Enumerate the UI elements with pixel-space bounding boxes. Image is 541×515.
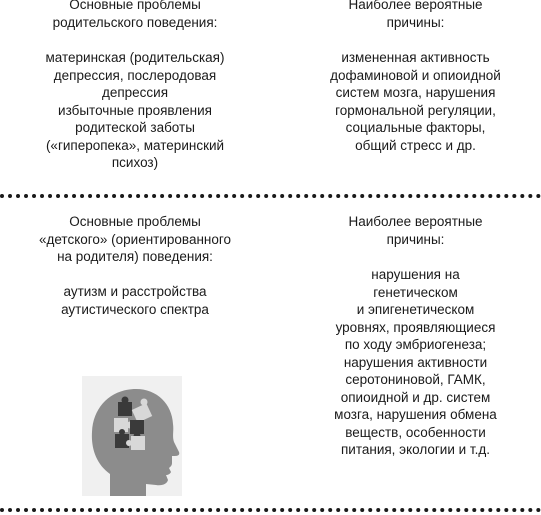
- parent-behavior-problems-heading: Основные проблемы родительского поведения:: [52, 0, 218, 30]
- parent-causes-list: измененная активность дофаминовой и опиоидной систем мозга, нарушения гормональной регуляции, социальные факторы, общий стресс и др.: [330, 50, 501, 153]
- child-causes-heading: Наиболее вероятные причины:: [348, 214, 483, 247]
- child-causes-list: нарушения на генетическом и эпигенетическом уровнях, проявляющиеся по ходу эмбриогенеза; нарушения активности серотониновой, ГАМК, опиоидной и др. систем мозга, нарушения обмена веществ, особенности питания, экологии и т.д.: [334, 267, 497, 457]
- child-behavior-problems-heading: Основные проблемы «детского» (ориентированного на родителя) поведения:: [38, 214, 232, 264]
- parent-behavior-problems-list: материнская (родительская) депрессия, послеродовая депрессия избыточные проявления родитеской заботы («гиперопека», материнский психоз): [45, 50, 225, 170]
- head-puzzle-icon: [82, 376, 182, 496]
- head-puzzle-illustration: [82, 376, 182, 496]
- section-divider-top: [0, 194, 541, 198]
- parent-causes-heading: Наиболее вероятные причины:: [348, 0, 483, 30]
- section-divider-bottom: [0, 508, 541, 512]
- child-behavior-problems-list: аутизм и расстройства аутистического спектра: [61, 284, 209, 317]
